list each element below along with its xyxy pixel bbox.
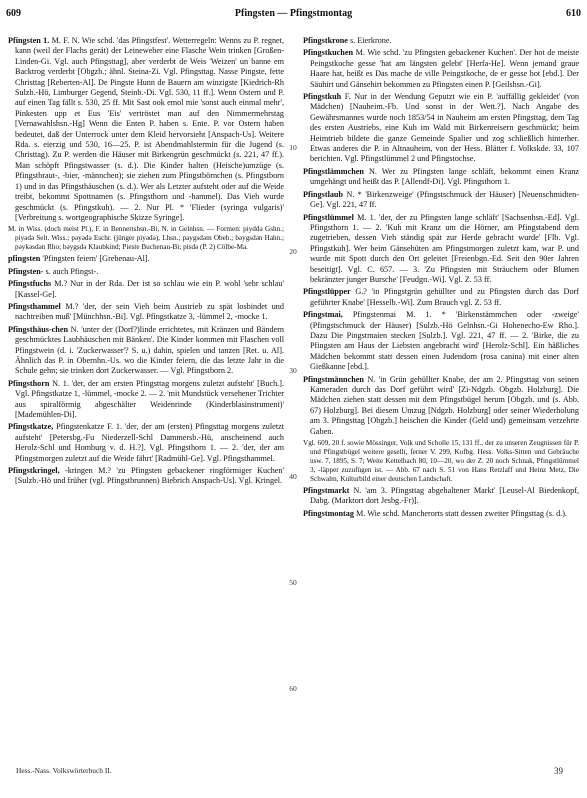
- headword: Pfingsten 1.: [8, 36, 50, 45]
- dictionary-entry: [8, 325, 284, 377]
- entry-note: [303, 439, 579, 484]
- headword: Pfingsthammel: [8, 301, 61, 311]
- entry-text: Vgl. 609, 20 f. sowie Mössinger, Volk und Scholle 15, 131 ff., der zu unseren Zeugnissen für P. und Pfingstbügel weitere gesellt, ferner V. 299, Kofbg. Hess. Volks-Sitten und Gebräuche usw. 7, 1895, S. 7; Weite Kettelbach 80, 10—20, wo der Z. 20 noch Schnak, Pfingstlümmel 3, -läpper zuzufügen ist. — Abb. 67 nach S. 51 von Hans Retzlaff und Heinz Metz, Die Schwalm, Kulturbild einer deutschen Landschaft.: [303, 439, 579, 484]
- line-number: 20: [289, 247, 297, 256]
- entry-text: F. Nur in der Wendung Geputzt wie ein P. 'auffällig gekleidet' (von Mädchen) [Nauheim.-Fb. Und sonst in der Wett.?]. Nach Angabe des Gewährsmannes wurde noch 1853/54 in Nauheim am ersten Pfingsttag, dem Tag des ersten Austriebs, eine Kuh im Wald mit Birkenreisern geschmückt; beim Heimtrieb bildete die ganze Gemeinde Spalier und zog schließlich hinterher. Etwas anderes die P. in Altnauheim, von der Hess. Blätter f. Volkskde. 33, 107 berichten. Vgl. Pfingstlümmel 2 und Pfingstochse.: [310, 92, 579, 164]
- entry-text: Pfingstenmai M. 1. * 'Birkenstämmchen oder -zweige' (Pfingstschmuck der Häuser) [Sulzb.-Hö Gelnhsn.-Gi Hohenecho-Ew Rho.]. Dazu Die Pingstmaien stecken [Sulzb.]. Vgl. 221, 47 ff. — 2. 'Birke, die zu Pfingsten am Haus der Liebsten angebracht wird' [Herolz-Schl]. Ein häßliches Mädchen bekommt statt dessen einen Judendorn (rosa canina) mit einer alten Gießkanne [ebd.].: [310, 310, 579, 372]
- entry-text: s. auch Pfingst-.: [43, 266, 99, 276]
- entry-text: M. 1. 'der, der zu Pfingsten lange schläft' [Sachsenhsn.-Ed]. Vgl. Pfingsthorn 1. — 2. 'Kuh mit Kranz um die Hörner, am Pfingstabend dem zugetrieben, dessen Vieh ständig spät zur Herde gebracht wurde' [Flb. Vgl. Pfingstkuh]. Wer beim Gänsehüten am Pfingstmorgen zuletzt kam, war P. und wurde mit Spott durch den Ort geleitet [Freienbgn.-Ed. Seit den 90er Jahren beseitigt]. Vgl. C. 657. — 3. 'Zu Pfingsten mit Sträuchern oder Blumen bekränzter junger Bursche' [Feudgn.-Wi]. Vgl. Z. 53 ff.: [310, 212, 579, 284]
- dictionary-entry: [303, 48, 579, 90]
- dictionary-entry: [303, 190, 579, 211]
- line-number: 30: [289, 366, 297, 375]
- dictionary-entry: [8, 466, 284, 487]
- entry-text: N. 'am 3. Pfingsttag abgehaltener Markt' [Leusel-Al Biedenkopf, Dabg. (Marktort dort Jesbg.-Fr)].: [310, 486, 579, 506]
- headword: Pfingstkatze,: [8, 422, 54, 432]
- entry-text: N. Wer zu Pfingsten lange schläft, bekommt einen Kranz umgehängt und heißt das P. [Allendf-Di]. Vgl. Pfingsthorn 1.: [310, 166, 579, 187]
- dictionary-entry: [303, 213, 579, 286]
- entry-text: M. F. N. Wie schd. 'das Pfingstfest'. Wetterregeln: Wenns zu P. regnet, kann (weil der Flachs gerät) der Leineweber eine Flasche Wein trinken [Großen-Linden-Gi. Vgl. auch Pfingsttag], aber verderbt de Weis 'Weizen' un banne em Backtrog verderbt [Obgzb.; ähnl. Steina-Zi. Vgl. Pfingsttag. Nasse Pingste, fette Christtag [Reberten-Al]. De Pingste Hunn de Bauern am winzigste [Kiedrich-Rh Sulzb.-Hö, Limburger Gegend, Steinb.-Di. Vgl. 530, 11 ff.]. Wenn Ostern und P. auf einen Tag fällt s. 530, 25 ff. Mit Sast ook emol mie 'sonst auch einmal mehr', Pinkesten upp et Eus 'Eis' vertröstet man auf den Nimmermehrstag [Vernawahlshsn.-Hg] Wenn die Enten P. haben s. Ente. P. vor Ostern haben bedeutet, daß der Unterrock unter dem Kleid hervorsieht [Anspach-Us]. Weitere Rda. s. eierzig und 530, 16—25. P. ist Abendmahlstermin für die Jugend (s. Christtag). Zu P. werden die Häuser mit Birkengrün geschmückt (s. 221, 47 ff.). Man schöpft Pfingstwasser (s. d.). Die Kinder halten (Heische)umzüge (s. Pfingstbraut-, -bier, -männchen); sie ziehen zum Pfingstbörnchen (s. Pfingstborn 1) und in das Pfingsthäuschen (s. d.). Wer als Letzter aufsteht oder auf die Weide treibt, bekommt Spottnamen (s. Pfingsthorn und -hammel). Das Vieh wurde geschmückt (s. Pfingstkuh). — 2. Nur Pl. * 'Flieder (syringa vulgaris)' [Verbreitung s. wortgeographische Skizze Syringe].: [15, 36, 284, 222]
- entry-text: N. 1. 'der, der am ersten Pfingsttag morgens zuletzt aufsteht' [Buch.]. Vgl. Pfingstkatze 1, -lümmel, -mocke 2. — 2. 'mit Mundstück versehener Trichter aus spiralförmig abgeschälter Weidenrinde (Kinderblasinstrument)' [Mademühlen-Di].: [15, 378, 284, 419]
- headword: Pfingstlümmel: [303, 212, 354, 222]
- entry-text: M. Wie schd. 'zu Pfingsten gebackener Kuchen'. Der hot de meiste Peingstkoche gesse 'hat am längsten gelebt' [Herfa-He]. Wenn jemand graue Haare hat, heißt es Das mache de ville Peingstkoche, de er gesse hot [ebd.]. Der Säuhirt und Gänsehirt bekommen zu Pfingsten einen P. [Geilshsn.-Gi].: [310, 48, 579, 89]
- dictionary-entry: [303, 375, 579, 437]
- right-column: [303, 36, 579, 764]
- page-header: [0, 8, 587, 22]
- dictionary-entry: [8, 279, 284, 300]
- headword: Pfingstfuchs: [8, 279, 52, 289]
- entry-text: 'Pfingsten feiern' [Grebenau-Al].: [40, 254, 150, 264]
- left-column: [8, 36, 284, 764]
- headword: Pfingstlämmchen: [303, 166, 364, 176]
- page-number-left: 609: [6, 8, 21, 19]
- dictionary-entry: [303, 509, 579, 519]
- entry-text: M. Wie schd. Mancherorts statt dessen zweiter Pfingsttag (s. d.).: [353, 508, 567, 518]
- running-title: Pfingsten — Pfingstmontag: [234, 8, 353, 19]
- entry-note: [8, 225, 284, 252]
- dictionary-entry: [8, 302, 284, 323]
- line-number: 60: [289, 684, 297, 693]
- headword: Pfingstmarkt: [303, 486, 350, 496]
- headword: Pfingstmännchen: [303, 374, 364, 384]
- dictionary-entry: [303, 486, 579, 507]
- page-number-right: 610: [566, 8, 581, 19]
- entry-text: N. * 'Birkenzweige' (Pfingstschmuck der Häuser) [Neuenschmidten-Ge]. Vgl. 221, 47 ff.: [310, 189, 579, 210]
- headword: Pfingsthorn: [8, 378, 50, 388]
- entry-text: s. Eierkrone.: [347, 36, 392, 45]
- footer-source: Hess.-Nass. Volkswörterbuch II.: [16, 766, 112, 775]
- entry-text: N. 'in Grün gehüllter Knabe, der am 2. Pfingsttag von seinen Kameraden durch das Dorf geführt wird' [Zi-Ndgzb. Obgzb. Holzburg]. Die Mädchen ziehen statt dessen mit dem Pfingstbügel herum [Obgzb. und (s. Abb. 67) Holzburg]. Bei diesem Umzug [Ndgzb. Holzburg] oder seiner Wiederholung am 3. Pfingsttag [Obgzb.] heischen die Kinder (Geld und) gemeinsam verzehrte Gaben.: [310, 374, 579, 436]
- headword: Pfingstkuh: [303, 92, 342, 102]
- headword: Pfingstmontag: [303, 508, 354, 518]
- line-number: 50: [289, 578, 297, 587]
- dictionary-entry: [303, 36, 579, 46]
- dictionary-entry: [303, 92, 579, 165]
- headword: Pfingstkrone: [303, 36, 348, 45]
- dictionary-entry: [8, 379, 284, 421]
- dictionary-entry: [303, 310, 579, 372]
- entry-text: M.? 'der, der sein Vieh beim Austrieb zu spät losbindet und nachtreiben muß' [Münchhsn.-Bi]. Vgl. Pfingstkatze 3, -lümmel 2, -mocke 1.: [15, 301, 284, 322]
- dictionary-entry: [8, 254, 284, 264]
- line-number: 10: [289, 143, 297, 152]
- entry-text: G.? 'in Pfingstgrün gehüllter und zu Pfingsten durch das Dorf geführter Knabe' [Hesselb.-Wi]. Zum Brauch vgl. Z. 53 ff.: [310, 287, 579, 307]
- headword: Pfingsten-: [8, 266, 44, 276]
- dictionary-entry: [8, 422, 284, 464]
- entry-text: M.? Nur in der Rda. Der ist so schlau wie ein P. wohl 'sehr schlau' [Kassel-Ge].: [15, 279, 284, 299]
- signature-number: 39: [554, 766, 563, 776]
- entry-text: -kringen M.? 'zu Pfingsten gebackener ringförmiger Kuchen' [Sulzb.-Hö und früher (vgl. Pfingstbrunnen) Biebrich Anspach-Us]. Vgl. Kringel.: [15, 466, 284, 486]
- dictionary-entry: [8, 267, 284, 277]
- headword: Pfingstmai,: [303, 310, 343, 320]
- entry-text: N. 'unter der (Dorf?)linde errichtetes, mit Kränzen und Bändern geschmücktes Laubhäuschen mit Bänken'. Die Kinder kommen mit Flaschen voll Pfingstwein (d. i. 'Zuckerwasser'? S. u.) dahin, spielen und tanzen [Ret. u. Al]. Ähnlich das P. in Obernhn.-Us. wo die Kinder feiern, die das letzte Jahr in die Schule gehn; sie trinken dort Zuckerwasser. — Vgl. Pfingstborn 2.: [15, 324, 284, 376]
- entry-text: M. in Wiss. (doch meist Pl.), F. in Bennertshsn.-Bi, N. in Gelnhsn. — Formen: piyddə Gshn.; piyədə Selt. Wiss.; pəyədə Eschr. (jünger piyədə), Lhsn.; paygsdəm Obeb.; bəygsdən Hahn.; pəykəsdən Rho; bəygsdə Klaubkind; Pieste Buchenau-Bi; pisdə (P. 2) Cölbe-Ma.: [8, 225, 284, 252]
- headword: Pfingstkringel,: [8, 466, 60, 476]
- headword: Pfingstlaub: [303, 189, 344, 199]
- headword: pfingsten: [8, 254, 41, 264]
- dictionary-entry: [8, 36, 284, 223]
- headword: Pfingstkuchen: [303, 48, 354, 58]
- headword: Pfingstlüpper: [303, 287, 351, 297]
- dictionary-entry: [303, 167, 579, 188]
- entry-text: Pfingstenkatze F. 1. 'der, der am (ersten) Pfingsttag morgens zuletzt aufsteht' [Petersbg.-Fu Niederzell-Schl Dammersb.-Hü, anscheinend auch Herolz-Schl und Homburg v. d. H.?]. Vgl. Pfingsthorn 1. — 2. 'der, der am Pfingstmorgen zuletzt auf die Weide fährt' [Radmühl-Ge]. Vgl. Pfingsthammel.: [15, 422, 284, 463]
- dictionary-entry: [303, 287, 579, 308]
- headword: Pfingsthäus-chen: [8, 324, 69, 334]
- line-number: 40: [289, 472, 297, 481]
